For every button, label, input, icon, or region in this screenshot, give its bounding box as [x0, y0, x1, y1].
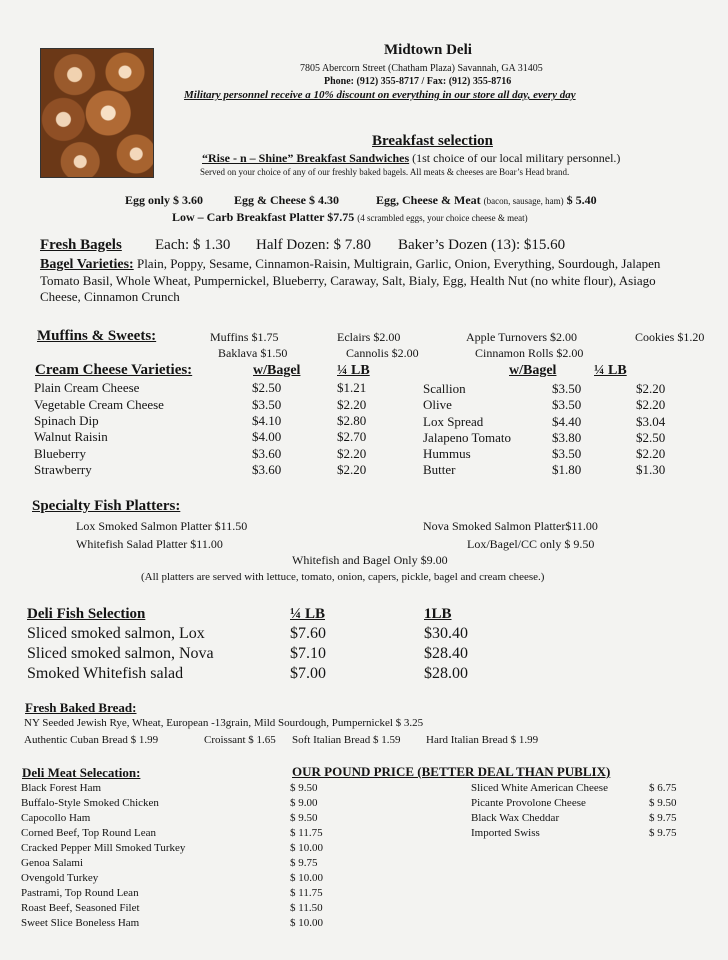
cc-left-lb-1: $2.20	[337, 397, 367, 412]
meat-name-7: Pastrami, Top Round Lean	[21, 887, 139, 899]
served-note: Served on your choice of any of our freshly baked bagels. All meats & cheeses are Boar’s Head brand.	[200, 167, 570, 177]
meat-price-0: $ 9.50	[290, 782, 318, 794]
bagel-varieties-line3: Cheese, Cinnamon Crunch	[40, 289, 180, 304]
meat-name-6: Ovengold Turkey	[21, 872, 99, 884]
cc-col-bagel-right: w/Bagel	[509, 363, 557, 378]
baklava-item: Baklava $1.50	[218, 346, 288, 360]
cc-left-name-2: Spinach Dip	[34, 413, 99, 428]
cc-col-bagel-left: w/Bagel	[253, 363, 301, 378]
meat-price-2: $ 9.50	[290, 812, 318, 824]
cc-col-lb-right: ¼ LB	[594, 363, 627, 378]
meat-price-5: $ 9.75	[290, 857, 318, 869]
cc-left-bagel-3: $4.00	[252, 429, 282, 444]
breakfast-title: Breakfast selection	[372, 133, 493, 149]
deli-fish-lb-0: $30.40	[424, 625, 468, 642]
breakfast-subtitle-note: (1st choice of our local military personnel.)	[412, 151, 621, 165]
cc-left-name-3: Walnut Raisin	[34, 429, 108, 444]
cuban-bread: Authentic Cuban Bread $ 1.99	[24, 734, 159, 746]
bread-line1: NY Seeded Jewish Rye, Wheat, European -13grain, Mild Sourdough, Pumpernickel $ 3.25	[24, 717, 424, 729]
cc-left-name-1: Vegetable Cream Cheese	[34, 397, 164, 412]
cc-right-name-1: Olive	[423, 397, 452, 412]
military-discount: Military personnel receive a 10% discount on everything in our store all day, every day	[184, 89, 576, 101]
cc-right-lb-2: $3.04	[636, 414, 666, 429]
meat-price-9: $ 10.00	[290, 917, 323, 929]
cc-left-name-5: Strawberry	[34, 462, 92, 477]
fresh-bagels-title: Fresh Bagels	[40, 237, 122, 253]
cc-right-lb-1: $2.20	[636, 397, 666, 412]
cc-right-bagel-5: $1.80	[552, 462, 582, 477]
croissant: Croissant $ 1.65	[204, 734, 276, 746]
meat-price-8: $ 11.50	[290, 902, 323, 914]
cheese-name-2: Black Wax Cheddar	[471, 812, 560, 824]
cannolis-item: Cannolis $2.00	[346, 346, 419, 360]
deli-fish-col-lb: 1LB	[424, 606, 452, 622]
low-carb-note: (4 scrambled eggs, your choice cheese & meat)	[357, 213, 528, 223]
egg-cheese-meat-price: $ 5.40	[566, 193, 597, 207]
deli-meat-title: Deli Meat Selecation:	[22, 765, 141, 780]
cc-right-lb-5: $1.30	[636, 462, 666, 477]
egg-only: Egg only $ 3.60	[125, 193, 204, 207]
deli-fish-title: Deli Fish Selection	[27, 606, 146, 622]
cc-left-bagel-0: $2.50	[252, 380, 282, 395]
cc-left-lb-3: $2.70	[337, 429, 367, 444]
egg-cheese-meat-line	[376, 193, 597, 208]
whitefish-bagel: Whitefish and Bagel Only $9.00	[292, 553, 448, 567]
cc-left-name-4: Blueberry	[34, 446, 86, 461]
hard-italian-bread: Hard Italian Bread $ 1.99	[426, 734, 539, 746]
cc-right-lb-0: $2.20	[636, 381, 666, 396]
bagel-each: Each: $ 1.30	[155, 237, 231, 253]
meat-name-9: Sweet Slice Boneless Ham	[21, 917, 140, 929]
address: 7805 Abercorn Street (Chatham Plaza) Savannah, GA 31405	[300, 63, 543, 74]
bread-title: Fresh Baked Bread:	[25, 700, 137, 715]
cheese-price-0: $ 6.75	[649, 782, 677, 794]
meat-name-4: Cracked Pepper Mill Smoked Turkey	[21, 842, 186, 854]
cc-left-bagel-4: $3.60	[252, 446, 282, 461]
meat-name-2: Capocollo Ham	[21, 812, 91, 824]
pound-price-title: OUR POUND PRICE (BETTER DEAL THAN PUBLIX)	[292, 764, 611, 779]
meat-price-3: $ 11.75	[290, 827, 323, 839]
cc-right-bagel-0: $3.50	[552, 381, 582, 396]
cc-left-lb-2: $2.80	[337, 413, 367, 428]
lox-platter: Lox Smoked Salmon Platter $11.50	[76, 519, 248, 533]
soft-italian-bread: Soft Italian Bread $ 1.59	[292, 734, 401, 746]
deli-fish-name-1: Sliced smoked salmon, Nova	[27, 645, 214, 662]
cheese-name-3: Imported Swiss	[471, 827, 540, 839]
cheese-name-0: Sliced White American Cheese	[471, 782, 608, 794]
egg-cheese-meat-note: (bacon, sausage, ham)	[483, 196, 564, 206]
egg-cheese: Egg & Cheese $ 4.30	[234, 193, 339, 207]
deli-fish-q-0: $7.60	[290, 625, 326, 642]
meat-name-3: Corned Beef, Top Round Lean	[21, 827, 156, 839]
cc-left-bagel-2: $4.10	[252, 413, 282, 428]
deli-fish-col-q: ¼ LB	[290, 606, 326, 622]
bagel-bakers-dozen: Baker’s Dozen (13): $15.60	[398, 237, 566, 253]
cheese-name-1: Picante Provolone Cheese	[471, 797, 586, 809]
meat-price-4: $ 10.00	[290, 842, 323, 854]
cc-right-bagel-2: $4.40	[552, 414, 582, 429]
cc-right-name-4: Hummus	[423, 446, 471, 461]
cc-left-bagel-1: $3.50	[252, 397, 282, 412]
muffins-title: Muffins & Sweets:	[37, 328, 157, 344]
cc-left-lb-4: $2.20	[337, 446, 367, 461]
meat-name-0: Black Forest Ham	[21, 782, 102, 794]
cc-left-bagel-5: $3.60	[252, 462, 282, 477]
cc-right-name-0: Scallion	[423, 381, 466, 396]
low-carb: Low – Carb Breakfast Platter $7.75	[172, 210, 355, 224]
bagel-half-dozen: Half Dozen: $ 7.80	[256, 237, 371, 253]
muffins-item: Muffins $1.75	[210, 330, 279, 344]
meat-name-8: Roast Beef, Seasoned Filet	[21, 902, 140, 914]
cc-right-bagel-4: $3.50	[552, 446, 582, 461]
deli-fish-lb-1: $28.40	[424, 645, 468, 662]
bagel-varieties-line1	[40, 256, 660, 273]
fish-platters-title: Specialty Fish Platters:	[32, 498, 181, 514]
platters-note: (All platters are served with lettuce, tomato, onion, capers, pickle, bagel and cream cheese.)	[141, 571, 545, 583]
breakfast-subtitle: “Rise - n – Shine” Breakfast Sandwiches	[202, 151, 410, 165]
nova-platter: Nova Smoked Salmon Platter$11.00	[423, 519, 598, 533]
meat-price-7: $ 11.75	[290, 887, 323, 899]
cc-right-bagel-1: $3.50	[552, 397, 582, 412]
bagel-varieties-text1: Plain, Poppy, Sesame, Cinnamon-Raisin, Multigrain, Garlic, Onion, Everything, Sourdough, Jalapen	[136, 256, 661, 271]
cinnamon-rolls-item: Cinnamon Rolls $2.00	[475, 346, 584, 360]
lox-bagel-cc: Lox/Bagel/CC only $ 9.50	[467, 537, 595, 551]
cc-right-lb-3: $2.50	[636, 430, 666, 445]
deli-fish-q-2: $7.00	[290, 665, 326, 682]
cookies-item: Cookies $1.20	[635, 330, 705, 344]
eclairs-item: Eclairs $2.00	[337, 330, 401, 344]
breakfast-subtitle-line	[202, 151, 620, 166]
cc-left-lb-5: $2.20	[337, 462, 367, 477]
cc-right-name-3: Jalapeno Tomato	[423, 430, 512, 445]
deli-fish-q-1: $7.10	[290, 645, 326, 662]
cc-left-lb-0: $1.21	[337, 380, 367, 395]
bagels-photo	[40, 48, 154, 178]
meat-price-1: $ 9.00	[290, 797, 318, 809]
cc-right-bagel-3: $3.80	[552, 430, 582, 445]
cheese-price-3: $ 9.75	[649, 827, 677, 839]
deli-fish-lb-2: $28.00	[424, 665, 468, 682]
whitefish-salad-platter: Whitefish Salad Platter $11.00	[76, 537, 223, 551]
cheese-price-1: $ 9.50	[649, 797, 677, 809]
cheese-price-2: $ 9.75	[649, 812, 677, 824]
meat-price-6: $ 10.00	[290, 872, 323, 884]
meat-name-5: Genoa Salami	[21, 857, 84, 869]
cc-left-name-0: Plain Cream Cheese	[34, 380, 140, 395]
meat-name-1: Buffalo-Style Smoked Chicken	[21, 797, 159, 809]
cc-right-name-2: Lox Spread	[423, 414, 484, 429]
low-carb-line	[172, 210, 528, 225]
deli-name: Midtown Deli	[384, 42, 472, 58]
bagel-varieties-title: Bagel Varieties:	[40, 257, 134, 272]
egg-cheese-meat: Egg, Cheese & Meat	[376, 193, 481, 207]
cc-col-lb-left: ¼ LB	[337, 363, 370, 378]
deli-fish-name-2: Smoked Whitefish salad	[27, 665, 184, 682]
cream-cheese-title: Cream Cheese Varieties:	[35, 362, 193, 378]
bagel-varieties-line2: Tomato Basil, Whole Wheat, Pumpernickel, Blueberry, Caraway, Salt, Bialy, Egg, Health Nut (no white flour), Asiago	[40, 273, 656, 288]
phone-fax: Phone: (912) 355-8717 / Fax: (912) 355-8716	[324, 76, 512, 87]
cc-right-name-5: Butter	[423, 462, 456, 477]
turnovers-item: Apple Turnovers $2.00	[466, 330, 578, 344]
deli-fish-name-0: Sliced smoked salmon, Lox	[27, 625, 205, 642]
cc-right-lb-4: $2.20	[636, 446, 666, 461]
